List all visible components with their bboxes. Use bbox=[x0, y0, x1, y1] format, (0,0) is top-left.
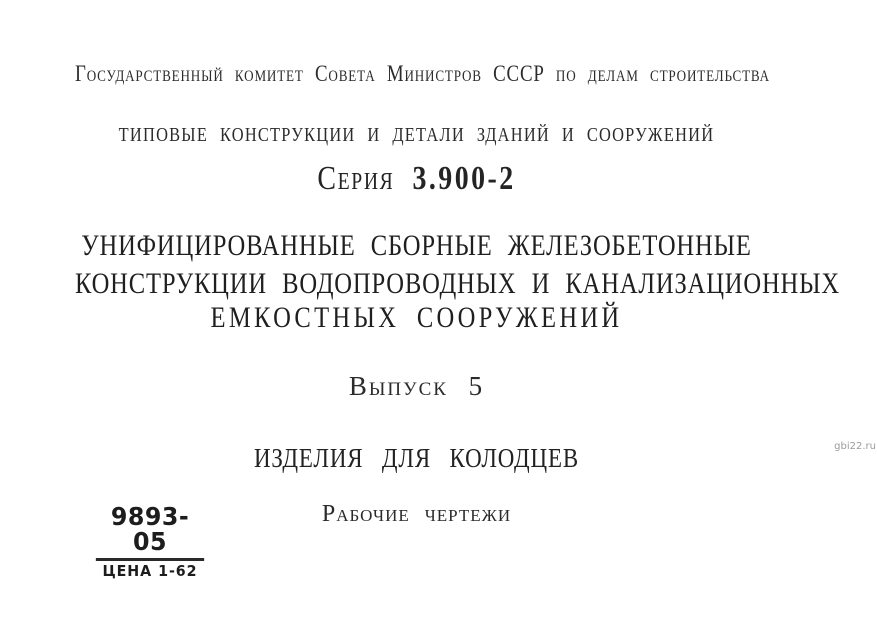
stamp-catalog-number: 9893-05 bbox=[96, 504, 204, 561]
main-title-line-1: УНИФИЦИРОВАННЫЕ СБОРНЫЕ ЖЕЛЕЗОБЕТОННЫЕ bbox=[81, 229, 752, 262]
products-subtitle: ИЗДЕЛИЯ ДЛЯ КОЛОДЦЕВ bbox=[253, 443, 580, 473]
series-description: ТИПОВЫЕ КОНСТРУКЦИИ И ДЕТАЛИ ЗДАНИЙ И СООРУЖЕНИЙ bbox=[118, 124, 715, 146]
main-title-line-2: КОНСТРУКЦИИ ВОДОПРОВОДНЫХ И КАНАЛИЗАЦИОННЫХ bbox=[74, 267, 841, 300]
committee-header: Государственный комитет Совета Министров СССР по делам строительства bbox=[74, 61, 770, 86]
series-heading bbox=[75, 162, 758, 196]
stamp-price-label: ЦЕНА 1-62 bbox=[102, 562, 198, 580]
issue-number: Выпуск 5 bbox=[348, 371, 485, 401]
series-label: Серия bbox=[317, 160, 395, 197]
series-number: 3.900-2 bbox=[412, 160, 516, 197]
main-title-line-3: ЕМКОСТНЫХ СООРУЖЕНИЙ bbox=[210, 301, 623, 334]
site-watermark: gbi22.ru bbox=[834, 441, 876, 452]
price-stamp bbox=[93, 504, 207, 579]
working-drawings-label: Рабочие чертежи bbox=[321, 501, 512, 527]
